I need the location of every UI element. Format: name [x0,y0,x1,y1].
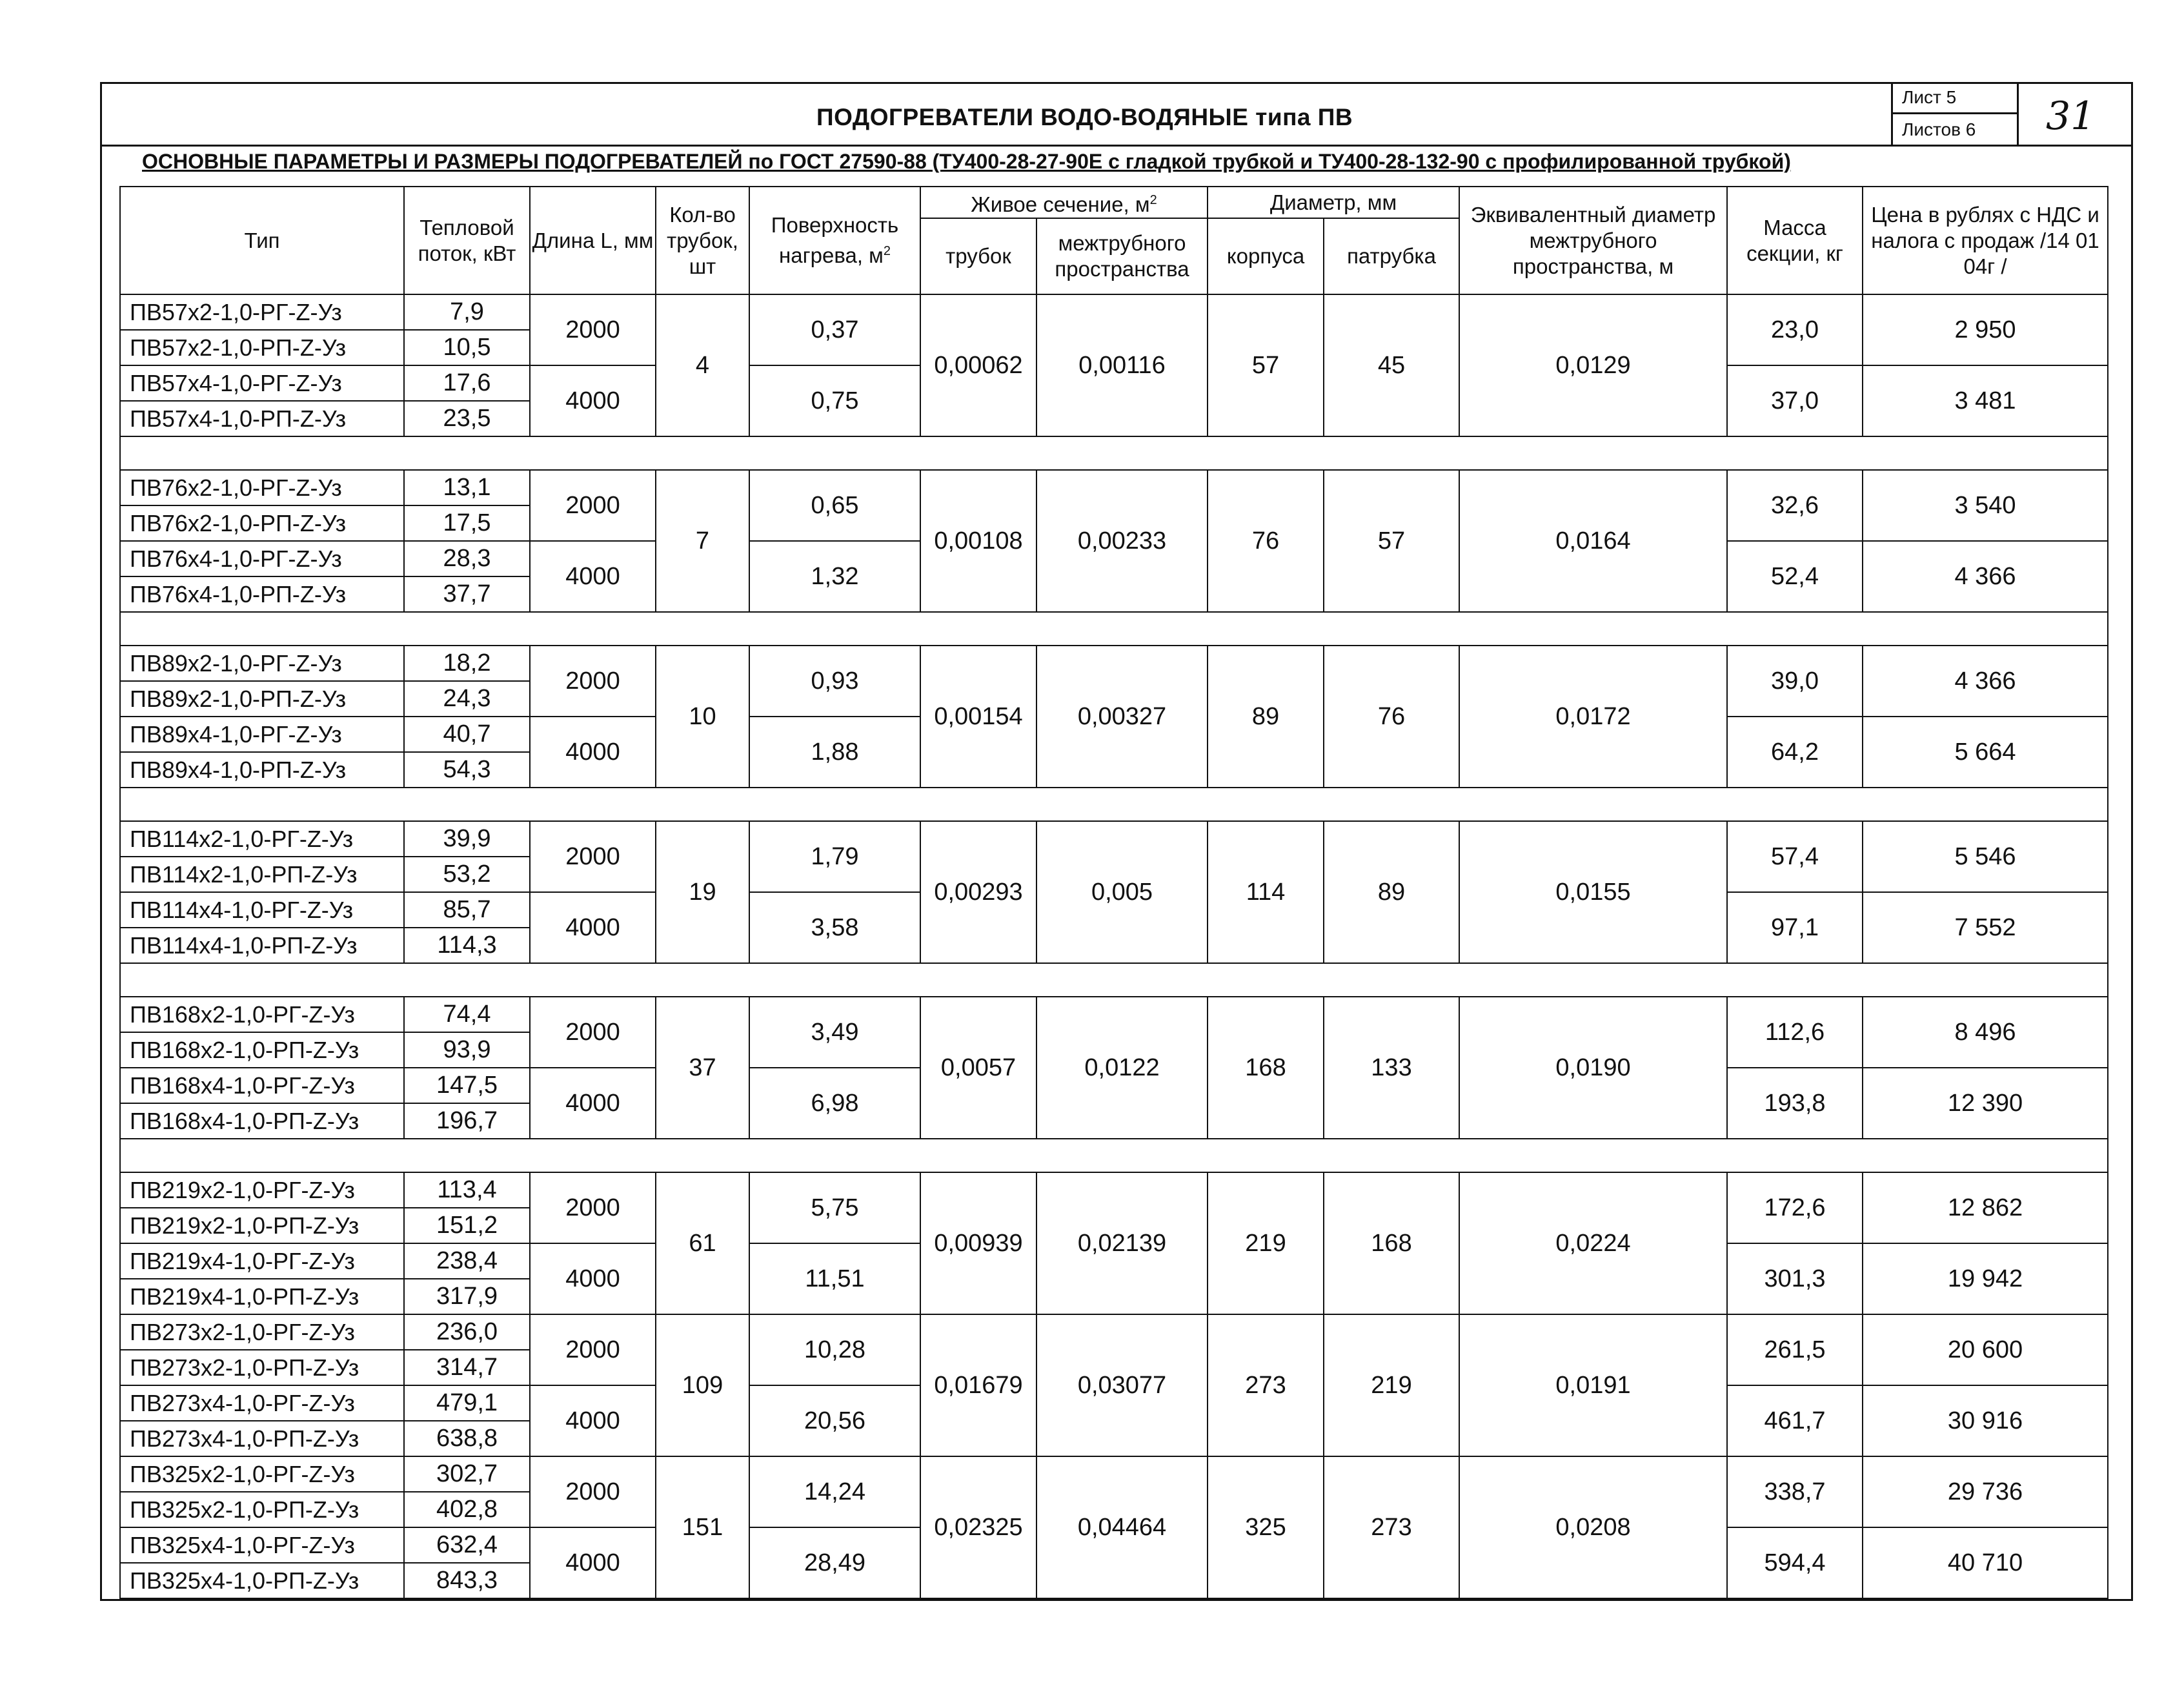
cell-surface: 0,37 [749,294,920,365]
cell-live-inter: 0,00116 [1036,294,1208,436]
separator-row [120,436,2108,470]
cell-price: 19 942 [1863,1243,2108,1314]
cell-heat-flow: 238,4 [404,1243,530,1279]
cell-mass: 172,6 [1727,1172,1863,1243]
header-tubes: Кол-во трубок, шт [656,187,749,294]
cell-price: 40 710 [1863,1527,2108,1598]
cell-surface: 0,93 [749,646,920,717]
cell-length: 2000 [530,1456,656,1527]
header-diam-pipe: патрубка [1324,218,1459,294]
cell-type: ПВ114x2-1,0-РГ-Z-Уз [120,821,404,857]
cell-diam-body: 89 [1208,646,1324,788]
sheets-total-label: Листов 6 [1891,114,2017,147]
cell-mass: 32,6 [1727,470,1863,541]
cell-length: 2000 [530,1314,656,1385]
separator-row [120,612,2108,646]
cell-type: ПВ114x4-1,0-РП-Z-Уз [120,928,404,963]
cell-price: 3 540 [1863,470,2108,541]
cell-equiv: 0,0224 [1459,1172,1727,1314]
cell-heat-flow: 10,5 [404,330,530,365]
cell-heat-flow: 54,3 [404,752,530,788]
cell-heat-flow: 236,0 [404,1314,530,1350]
header-diam-body: корпуса [1208,218,1324,294]
cell-surface: 28,49 [749,1527,920,1598]
cell-type: ПВ325x2-1,0-РГ-Z-Уз [120,1456,404,1492]
cell-live-inter: 0,0122 [1036,997,1208,1139]
cell-type: ПВ89x4-1,0-РП-Z-Уз [120,752,404,788]
cell-surface: 1,88 [749,717,920,788]
cell-heat-flow: 479,1 [404,1385,530,1421]
cell-diam-pipe: 57 [1324,470,1459,612]
cell-type: ПВ76x4-1,0-РП-Z-Уз [120,576,404,612]
cell-diam-body: 325 [1208,1456,1324,1598]
cell-heat-flow: 196,7 [404,1103,530,1139]
cell-diam-body: 219 [1208,1172,1324,1314]
separator-cell [120,436,2108,470]
cell-heat-flow: 28,3 [404,541,530,576]
cell-type: ПВ325x4-1,0-РГ-Z-Уз [120,1527,404,1563]
cell-price: 2 950 [1863,294,2108,365]
cell-live-inter: 0,04464 [1036,1456,1208,1598]
cell-length: 2000 [530,294,656,365]
cell-heat-flow: 24,3 [404,681,530,717]
cell-tubes: 61 [656,1172,749,1314]
cell-tubes: 151 [656,1456,749,1598]
cell-price: 7 552 [1863,892,2108,963]
separator-cell [120,1139,2108,1172]
cell-equiv: 0,0190 [1459,997,1727,1139]
header-live-section-sup: 2 [1149,193,1157,207]
cell-heat-flow: 147,5 [404,1068,530,1103]
cell-surface: 14,24 [749,1456,920,1527]
table-subtitle: ОСНОВНЫЕ ПАРАМЕТРЫ И РАЗМЕРЫ ПОДОГРЕВАТЕЛЕЙ по ГОСТ 27590-88 (ТУ400-28-27-90Е с гладкой трубкой и ТУ400-28-132-90 с профилированной трубкой) [142,150,1791,173]
cell-equiv: 0,0155 [1459,821,1727,963]
cell-equiv: 0,0164 [1459,470,1727,612]
cell-surface: 10,28 [749,1314,920,1385]
cell-mass: 64,2 [1727,717,1863,788]
cell-live-tubes: 0,00108 [920,470,1036,612]
cell-type: ПВ273x4-1,0-РП-Z-Уз [120,1421,404,1456]
cell-type: ПВ168x2-1,0-РП-Z-Уз [120,1032,404,1068]
cell-live-tubes: 0,02325 [920,1456,1036,1598]
cell-live-tubes: 0,00939 [920,1172,1036,1314]
cell-type: ПВ114x2-1,0-РП-Z-Уз [120,857,404,892]
cell-heat-flow: 302,7 [404,1456,530,1492]
cell-diam-pipe: 219 [1324,1314,1459,1456]
cell-type: ПВ219x2-1,0-РГ-Z-Уз [120,1172,404,1208]
cell-type: ПВ325x4-1,0-РП-Z-Уз [120,1563,404,1598]
cell-heat-flow: 37,7 [404,576,530,612]
cell-length: 4000 [530,1385,656,1456]
cell-type: ПВ89x2-1,0-РГ-Z-Уз [120,646,404,681]
cell-live-inter: 0,02139 [1036,1172,1208,1314]
cell-tubes: 10 [656,646,749,788]
cell-heat-flow: 402,8 [404,1492,530,1527]
cell-heat-flow: 23,5 [404,401,530,436]
page-title: ПОДОГРЕВАТЕЛИ ВОДО-ВОДЯНЫЕ типа ПВ [816,104,1353,130]
cell-diam-body: 57 [1208,294,1324,436]
cell-length: 4000 [530,1527,656,1598]
cell-length: 4000 [530,1068,656,1139]
cell-heat-flow: 85,7 [404,892,530,928]
cell-price: 4 366 [1863,541,2108,612]
cell-price: 12 862 [1863,1172,2108,1243]
table-row [120,1314,2108,1350]
sheet-box [1891,82,2133,147]
title-row [100,82,2133,147]
cell-type: ПВ219x4-1,0-РП-Z-Уз [120,1279,404,1314]
separator-cell [120,612,2108,646]
cell-length: 4000 [530,541,656,612]
cell-surface: 5,75 [749,1172,920,1243]
table-row [120,646,2108,681]
cell-live-inter: 0,00233 [1036,470,1208,612]
cell-heat-flow: 93,9 [404,1032,530,1068]
header-surface-text: Поверхность нагрева, м [771,213,899,267]
cell-diam-pipe: 76 [1324,646,1459,788]
cell-price: 5 664 [1863,717,2108,788]
header-live-section [920,187,1208,218]
cell-price: 5 546 [1863,821,2108,892]
separator-cell [120,963,2108,997]
cell-type: ПВ89x2-1,0-РП-Z-Уз [120,681,404,717]
cell-equiv: 0,0191 [1459,1314,1727,1456]
cell-live-tubes: 0,00062 [920,294,1036,436]
cell-diam-pipe: 89 [1324,821,1459,963]
cell-mass: 57,4 [1727,821,1863,892]
cell-live-tubes: 0,01679 [920,1314,1036,1456]
cell-mass: 461,7 [1727,1385,1863,1456]
cell-surface: 6,98 [749,1068,920,1139]
cell-live-inter: 0,00327 [1036,646,1208,788]
cell-type: ПВ325x2-1,0-РП-Z-Уз [120,1492,404,1527]
cell-type: ПВ114x4-1,0-РГ-Z-Уз [120,892,404,928]
cell-mass: 338,7 [1727,1456,1863,1527]
parameters-table [119,186,2108,1599]
cell-heat-flow: 13,1 [404,470,530,505]
cell-heat-flow: 114,3 [404,928,530,963]
header-live-tubes: трубок [920,218,1036,294]
separator-cell [120,788,2108,821]
cell-price: 20 600 [1863,1314,2108,1385]
cell-diam-body: 273 [1208,1314,1324,1456]
cell-mass: 301,3 [1727,1243,1863,1314]
cell-heat-flow: 151,2 [404,1208,530,1243]
page-number: 31 [2046,94,2096,139]
header-diameter: Диаметр, мм [1208,187,1459,218]
cell-length: 2000 [530,646,656,717]
cell-heat-flow: 317,9 [404,1279,530,1314]
cell-diam-pipe: 133 [1324,997,1459,1139]
cell-type: ПВ168x2-1,0-РГ-Z-Уз [120,997,404,1032]
separator-row [120,1139,2108,1172]
table-row [120,997,2108,1032]
table-row [120,470,2108,505]
cell-price: 30 916 [1863,1385,2108,1456]
cell-surface: 3,49 [749,997,920,1068]
cell-length: 2000 [530,470,656,541]
page-number-box [2017,82,2135,147]
cell-mass: 112,6 [1727,997,1863,1068]
cell-tubes: 7 [656,470,749,612]
table-body [120,294,2108,1598]
cell-type: ПВ273x2-1,0-РП-Z-Уз [120,1350,404,1385]
cell-length: 4000 [530,365,656,436]
header-live-section-text: Живое сечение, м [971,192,1150,216]
cell-heat-flow: 74,4 [404,997,530,1032]
cell-length: 2000 [530,997,656,1068]
cell-heat-flow: 632,4 [404,1527,530,1563]
cell-surface: 20,56 [749,1385,920,1456]
cell-heat-flow: 113,4 [404,1172,530,1208]
cell-length: 2000 [530,1172,656,1243]
table-row [120,1456,2108,1492]
header-type: Тип [120,187,404,294]
cell-heat-flow: 40,7 [404,717,530,752]
cell-equiv: 0,0208 [1459,1456,1727,1598]
cell-tubes: 19 [656,821,749,963]
cell-tubes: 37 [656,997,749,1139]
cell-heat-flow: 7,9 [404,294,530,330]
cell-diam-pipe: 273 [1324,1456,1459,1598]
cell-price: 8 496 [1863,997,2108,1068]
cell-length: 4000 [530,892,656,963]
table-row [120,1172,2108,1208]
cell-heat-flow: 53,2 [404,857,530,892]
header-live-inter: межтрубного пространства [1036,218,1208,294]
cell-surface: 3,58 [749,892,920,963]
cell-type: ПВ76x2-1,0-РГ-Z-Уз [120,470,404,505]
cell-mass: 193,8 [1727,1068,1863,1139]
cell-price: 4 366 [1863,646,2108,717]
cell-diam-pipe: 168 [1324,1172,1459,1314]
header-length: Длина L, мм [530,187,656,294]
cell-mass: 261,5 [1727,1314,1863,1385]
cell-type: ПВ168x4-1,0-РП-Z-Уз [120,1103,404,1139]
cell-live-tubes: 0,0057 [920,997,1036,1139]
header-equiv: Эквивалентный диаметр межтрубного пространства, м [1459,187,1727,294]
separator-row [120,788,2108,821]
cell-type: ПВ57x2-1,0-РП-Z-Уз [120,330,404,365]
cell-type: ПВ57x4-1,0-РП-Z-Уз [120,401,404,436]
cell-diam-pipe: 45 [1324,294,1459,436]
sheet-label: Лист 5 [1891,82,2017,114]
cell-type: ПВ76x2-1,0-РП-Z-Уз [120,505,404,541]
table-row [120,294,2108,330]
table-row [120,821,2108,857]
cell-type: ПВ219x4-1,0-РГ-Z-Уз [120,1243,404,1279]
cell-type: ПВ273x2-1,0-РГ-Z-Уз [120,1314,404,1350]
cell-live-inter: 0,03077 [1036,1314,1208,1456]
cell-live-inter: 0,005 [1036,821,1208,963]
cell-heat-flow: 17,6 [404,365,530,401]
cell-heat-flow: 843,3 [404,1563,530,1598]
cell-live-tubes: 0,00154 [920,646,1036,788]
cell-heat-flow: 39,9 [404,821,530,857]
cell-surface: 11,51 [749,1243,920,1314]
header-surface [749,187,920,294]
cell-type: ПВ76x4-1,0-РГ-Z-Уз [120,541,404,576]
cell-diam-body: 114 [1208,821,1324,963]
cell-price: 3 481 [1863,365,2108,436]
cell-mass: 37,0 [1727,365,1863,436]
cell-surface: 0,65 [749,470,920,541]
cell-type: ПВ57x4-1,0-РГ-Z-Уз [120,365,404,401]
cell-equiv: 0,0129 [1459,294,1727,436]
cell-mass: 23,0 [1727,294,1863,365]
cell-diam-body: 168 [1208,997,1324,1139]
cell-heat-flow: 638,8 [404,1421,530,1456]
header-surface-sup: 2 [883,244,891,258]
separator-row [120,963,2108,997]
cell-surface: 1,32 [749,541,920,612]
cell-tubes: 109 [656,1314,749,1456]
cell-surface: 0,75 [749,365,920,436]
cell-heat-flow: 17,5 [404,505,530,541]
cell-length: 4000 [530,717,656,788]
cell-type: ПВ168x4-1,0-РГ-Z-Уз [120,1068,404,1103]
cell-mass: 594,4 [1727,1527,1863,1598]
cell-diam-body: 76 [1208,470,1324,612]
cell-type: ПВ57x2-1,0-РГ-Z-Уз [120,294,404,330]
cell-price: 12 390 [1863,1068,2108,1139]
cell-length: 4000 [530,1243,656,1314]
cell-type: ПВ219x2-1,0-РП-Z-Уз [120,1208,404,1243]
header-mass: Масса секции, кг [1727,187,1863,294]
cell-mass: 97,1 [1727,892,1863,963]
cell-surface: 1,79 [749,821,920,892]
cell-price: 29 736 [1863,1456,2108,1527]
cell-length: 2000 [530,821,656,892]
cell-heat-flow: 18,2 [404,646,530,681]
cell-heat-flow: 314,7 [404,1350,530,1385]
cell-tubes: 4 [656,294,749,436]
cell-live-tubes: 0,00293 [920,821,1036,963]
cell-type: ПВ273x4-1,0-РГ-Z-Уз [120,1385,404,1421]
cell-mass: 39,0 [1727,646,1863,717]
cell-type: ПВ89x4-1,0-РГ-Z-Уз [120,717,404,752]
cell-equiv: 0,0172 [1459,646,1727,788]
header-heat-flow: Тепловой поток, кВт [404,187,530,294]
cell-mass: 52,4 [1727,541,1863,612]
header-price: Цена в рублях с НДС и налога с продаж /14 01 04г / [1863,187,2108,294]
